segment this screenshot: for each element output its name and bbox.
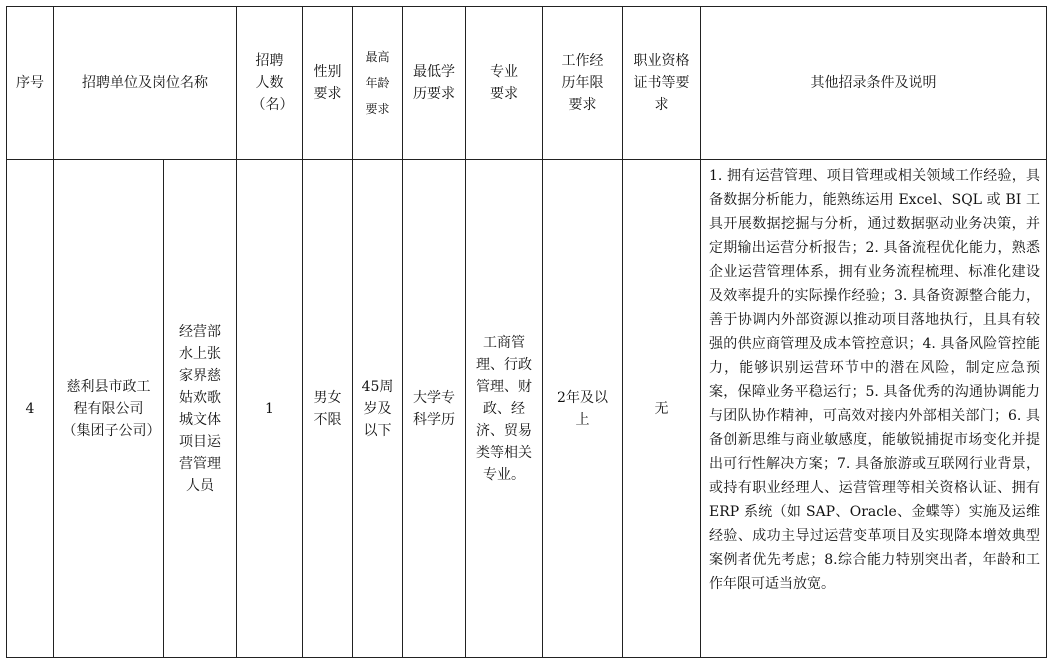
header-unit: 招聘单位及岗位名称 <box>54 7 237 160</box>
header-major: 专业要求 <box>466 7 543 160</box>
recruitment-table <box>6 6 1047 658</box>
header-notes: 其他招录条件及说明 <box>701 7 1047 160</box>
header-count: 招聘人数（名） <box>237 7 303 160</box>
cell-education: 大学专科学历 <box>403 160 466 658</box>
header-seq: 序号 <box>7 7 54 160</box>
cell-company: 慈利县市政工程有限公司（集团子公司） <box>54 160 164 658</box>
cell-notes: 1. 拥有运营管理、项目管理或相关领域工作经验，具备数据分析能力，能熟练运用 Excel、SQL 或 BI 工具开展数据挖掘与分析，通过数据驱动业务决策，并定期输出运营分析报告；2. 具备流程优化能力，熟悉企业运营管理体系，拥有业务流程梳理、标准化建设及效率提升的实际操作经验；3. 具备资源整合能力，善于协调内外部资源以推动项目落地执行，且具有较强的供应商管理及成本管控意识；4. 具备风险管控能力，能够识别运营环节中的潜在风险，制定应急预案，保障业务平稳运行；5. 具备优秀的沟通协调能力与团队协作精神，可高效对接内外部相关部门；6. 具备创新思维与商业敏感度，能敏锐捕捉市场变化并提出可行性解决方案；7. 具备旅游或互联网行业背景，或持有职业经理人、运营管理等相关资格认证、拥有 ERP 系统（如 SAP、Oracle、金蝶等）实施及运维经验、成功主导过运营变革项目及实现降本增效典型案例者优先考虑；8.综合能力特别突出者，年龄和工作年限可适当放宽。 <box>701 160 1047 658</box>
header-education: 最低学历要求 <box>403 7 466 160</box>
cell-experience: 2年及以上 <box>543 160 623 658</box>
header-row <box>7 7 1047 160</box>
cell-count: 1 <box>237 160 303 658</box>
cell-seq: 4 <box>7 160 54 658</box>
cell-certificate: 无 <box>623 160 701 658</box>
table-row <box>7 160 1047 658</box>
cell-age: 45周岁及以下 <box>353 160 403 658</box>
header-age: 最高年龄要求 <box>353 7 403 160</box>
cell-gender: 男女不限 <box>303 160 353 658</box>
header-gender: 性别要求 <box>303 7 353 160</box>
cell-major: 工商管理、行政管理、财政、经济、贸易类等相关专业。 <box>466 160 543 658</box>
header-experience: 工作经历年限要求 <box>543 7 623 160</box>
header-certificate: 职业资格证书等要求 <box>623 7 701 160</box>
cell-position: 经营部水上张家界慈姑欢歌城文体项目运营管理人员 <box>164 160 237 658</box>
